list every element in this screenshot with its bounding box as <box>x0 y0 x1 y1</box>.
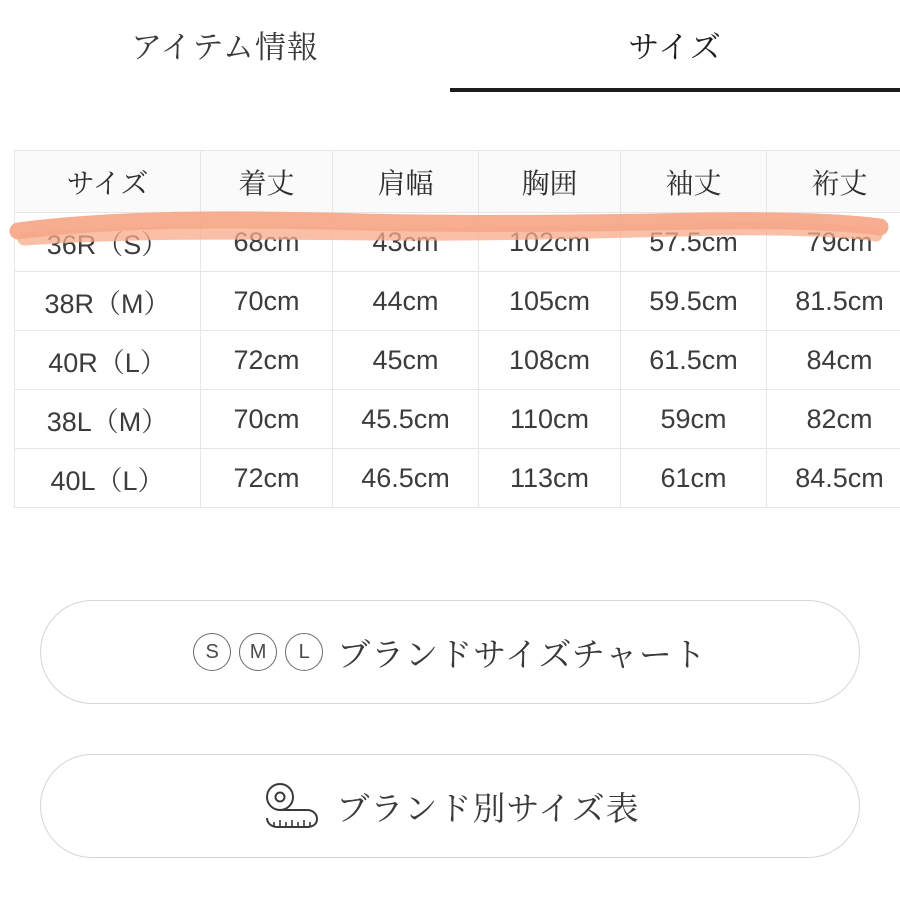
table-header-cell: 袖丈 <box>621 151 767 213</box>
table-cell: 38R（M） <box>15 272 201 331</box>
table-cell: 44cm <box>333 272 479 331</box>
table-cell: 105cm <box>479 272 621 331</box>
table-header-cell: 胸囲 <box>479 151 621 213</box>
tab-bar <box>0 0 900 92</box>
tab-size[interactable] <box>450 0 900 92</box>
table-header-cell: 裄丈 <box>767 151 900 213</box>
table-row <box>15 272 900 331</box>
table-header-cell: サイズ <box>15 151 201 213</box>
table-row <box>15 331 900 390</box>
table-cell: 82cm <box>767 390 900 449</box>
size-table-container <box>14 150 886 508</box>
table-cell: 110cm <box>479 390 621 449</box>
table-cell: 108cm <box>479 331 621 390</box>
table-header-cell: 着丈 <box>201 151 333 213</box>
table-cell: 70cm <box>201 390 333 449</box>
table-cell: 61.5cm <box>621 331 767 390</box>
table-cell: 70cm <box>201 272 333 331</box>
size-l-icon: L <box>285 633 323 671</box>
brand-specific-size-table-button[interactable] <box>40 754 860 858</box>
table-cell: 68cm <box>201 213 333 272</box>
sml-icon <box>193 633 323 671</box>
table-cell: 84cm <box>767 331 900 390</box>
table-cell: 79cm <box>767 213 900 272</box>
table-cell: 46.5cm <box>333 449 479 508</box>
brand-specific-size-table-label: ブランド別サイズ表 <box>336 789 640 827</box>
measuring-tape-icon <box>260 781 322 831</box>
table-cell: 81.5cm <box>767 272 900 331</box>
table-row <box>15 390 900 449</box>
brand-size-chart-button[interactable] <box>40 600 860 704</box>
tab-item-info[interactable] <box>0 0 450 92</box>
table-cell: 72cm <box>201 449 333 508</box>
table-cell: 45cm <box>333 331 479 390</box>
brand-size-chart-label: ブランドサイズチャート <box>337 635 707 673</box>
table-cell: 59.5cm <box>621 272 767 331</box>
size-table <box>14 150 900 508</box>
table-cell: 61cm <box>621 449 767 508</box>
table-cell: 102cm <box>479 213 621 272</box>
table-cell: 45.5cm <box>333 390 479 449</box>
tab-item-info-label: アイテム情報 <box>131 30 319 65</box>
table-cell: 38L（M） <box>15 390 201 449</box>
table-cell: 40R（L） <box>15 331 201 390</box>
size-m-icon: M <box>239 633 277 671</box>
tab-size-label: サイズ <box>628 29 722 65</box>
table-row <box>15 213 900 272</box>
table-header-cell: 肩幅 <box>333 151 479 213</box>
table-cell: 57.5cm <box>621 213 767 272</box>
table-row <box>15 449 900 508</box>
table-cell: 113cm <box>479 449 621 508</box>
table-cell: 59cm <box>621 390 767 449</box>
table-cell: 40L（L） <box>15 449 201 508</box>
table-cell: 36R（S） <box>15 213 201 272</box>
size-s-icon: S <box>193 633 231 671</box>
table-header-row <box>15 151 900 213</box>
table-cell: 43cm <box>333 213 479 272</box>
table-cell: 72cm <box>201 331 333 390</box>
table-cell: 84.5cm <box>767 449 900 508</box>
